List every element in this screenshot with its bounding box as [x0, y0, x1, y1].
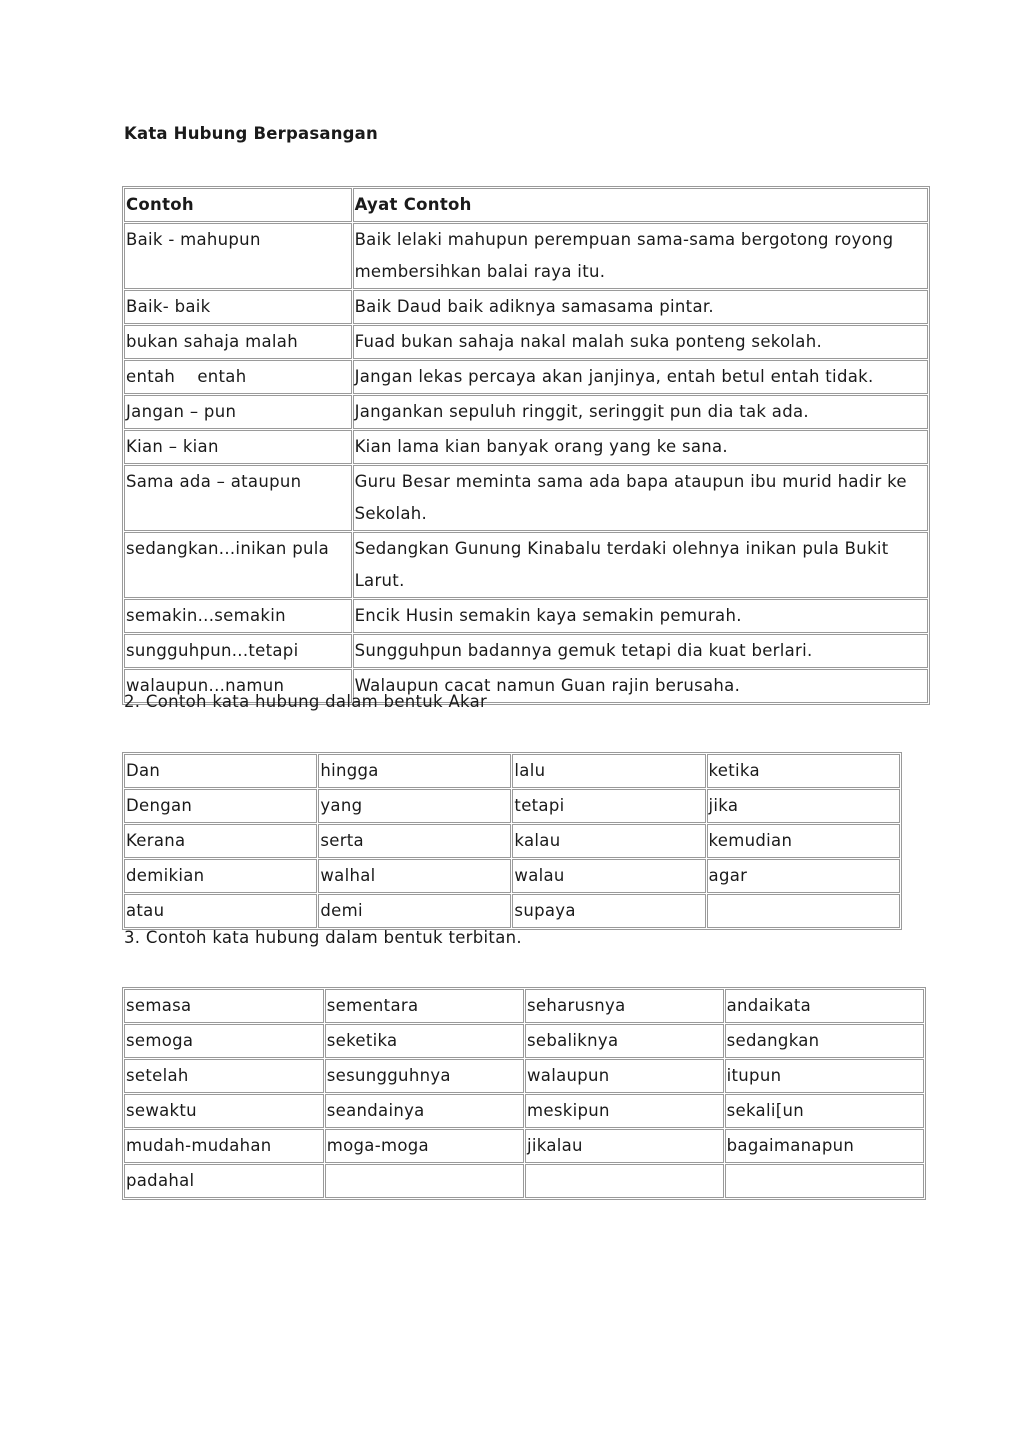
table-cell: agar: [707, 859, 900, 893]
table-cell: walaupun...namun: [124, 669, 352, 703]
root-conjunction-table: [122, 752, 902, 930]
table-cell: hingga: [318, 754, 511, 788]
table-cell: itupun: [725, 1059, 924, 1093]
header-cell-ayat-contoh: Ayat Contoh: [353, 188, 928, 222]
table-cell: setelah: [124, 1059, 324, 1093]
derived-conjunction-table: [122, 987, 926, 1200]
table-cell: atau: [124, 894, 317, 928]
paired-conjunction-table: [122, 186, 930, 705]
table-cell: Jangan – pun: [124, 395, 352, 429]
table-cell: sekali[un: [725, 1094, 924, 1128]
table-cell: meskipun: [525, 1094, 724, 1128]
table-cell: Baik Daud baik adiknya samasama pintar.: [353, 290, 928, 324]
table-cell: bagaimanapun: [725, 1129, 924, 1163]
document-title: Kata Hubung Berpasangan: [124, 124, 378, 143]
root-conjunction-caption: 2. Contoh kata hubung dalam bentuk Akar: [124, 692, 488, 711]
table-row: [124, 1094, 924, 1128]
table-cell: seketika: [325, 1024, 524, 1058]
table-cell: sementara: [325, 989, 524, 1023]
table-cell: yang: [318, 789, 511, 823]
table-cell: semoga: [124, 1024, 324, 1058]
table-cell-empty: [725, 1164, 924, 1198]
table-cell: Fuad bukan sahaja nakal malah suka ponteng sekolah.: [353, 325, 928, 359]
table-cell: seharusnya: [525, 989, 724, 1023]
table-cell: kalau: [512, 824, 705, 858]
table-cell: Baik - mahupun: [124, 223, 352, 289]
table-row: [124, 325, 928, 359]
table-row: [124, 290, 928, 324]
table-cell: tetapi: [512, 789, 705, 823]
table-cell: Dan: [124, 754, 317, 788]
table-row: [124, 989, 924, 1023]
table-row: [124, 894, 900, 928]
table-cell: mudah-mudahan: [124, 1129, 324, 1163]
table-cell: Sedangkan Gunung Kinabalu terdaki olehnya inikan pula Bukit Larut.: [353, 532, 928, 598]
table-cell: Baik- baik: [124, 290, 352, 324]
table-cell: demi: [318, 894, 511, 928]
table-cell: ketika: [707, 754, 900, 788]
table-cell: Encik Husin semakin kaya semakin pemurah.: [353, 599, 928, 633]
table-row: [124, 1164, 924, 1198]
table-cell: Sungguhpun badannya gemuk tetapi dia kuat berlari.: [353, 634, 928, 668]
table-cell: demikian: [124, 859, 317, 893]
table-row: [124, 859, 900, 893]
table-row: [124, 465, 928, 531]
table-row: [124, 395, 928, 429]
table-cell: semasa: [124, 989, 324, 1023]
table-cell: Kian – kian: [124, 430, 352, 464]
table-cell: andaikata: [725, 989, 924, 1023]
table-row: [124, 360, 928, 394]
table-row: [124, 223, 928, 289]
table-cell-empty: [707, 894, 900, 928]
table-cell: sungguhpun...tetapi: [124, 634, 352, 668]
table-cell: Sama ada – ataupun: [124, 465, 352, 531]
table-cell: seandainya: [325, 1094, 524, 1128]
table-cell: serta: [318, 824, 511, 858]
table-row: [124, 532, 928, 598]
table-cell: walaupun: [525, 1059, 724, 1093]
table-cell: Kian lama kian banyak orang yang ke sana.: [353, 430, 928, 464]
table-cell: padahal: [124, 1164, 324, 1198]
table-row: [124, 634, 928, 668]
derived-conjunction-caption: 3. Contoh kata hubung dalam bentuk terbitan.: [124, 928, 522, 947]
table-row: [124, 1129, 924, 1163]
table-row: [124, 430, 928, 464]
table-cell: Jangankan sepuluh ringgit, seringgit pun dia tak ada.: [353, 395, 928, 429]
header-cell-contoh: Contoh: [124, 188, 352, 222]
table-cell: Kerana: [124, 824, 317, 858]
table-cell: jika: [707, 789, 900, 823]
table-cell: Guru Besar meminta sama ada bapa ataupun ibu murid hadir ke Sekolah.: [353, 465, 928, 531]
table-row: [124, 599, 928, 633]
table-cell: entah entah: [124, 360, 352, 394]
table-cell: Dengan: [124, 789, 317, 823]
table-cell: sesungguhnya: [325, 1059, 524, 1093]
table-row: [124, 754, 900, 788]
table-cell: supaya: [512, 894, 705, 928]
table-cell: lalu: [512, 754, 705, 788]
table-row: [124, 1059, 924, 1093]
table-cell-empty: [325, 1164, 524, 1198]
table-cell: Jangan lekas percaya akan janjinya, entah betul entah tidak.: [353, 360, 928, 394]
table-header-row: [124, 188, 928, 222]
table-cell: walhal: [318, 859, 511, 893]
table-cell: Baik lelaki mahupun perempuan sama-sama bergotong royong membersihkan balai raya itu.: [353, 223, 928, 289]
table-cell: Walaupun cacat namun Guan rajin berusaha.: [353, 669, 928, 703]
table-row: [124, 789, 900, 823]
table-cell: kemudian: [707, 824, 900, 858]
table-cell: moga-moga: [325, 1129, 524, 1163]
table-cell: semakin...semakin: [124, 599, 352, 633]
table-cell: sedangkan...inikan pula: [124, 532, 352, 598]
table-cell: jikalau: [525, 1129, 724, 1163]
table-row: [124, 1024, 924, 1058]
table-row: [124, 824, 900, 858]
table-cell-empty: [525, 1164, 724, 1198]
table-cell: sebaliknya: [525, 1024, 724, 1058]
table-cell: sedangkan: [725, 1024, 924, 1058]
table-cell: walau: [512, 859, 705, 893]
table-cell: bukan sahaja malah: [124, 325, 352, 359]
table-cell: sewaktu: [124, 1094, 324, 1128]
